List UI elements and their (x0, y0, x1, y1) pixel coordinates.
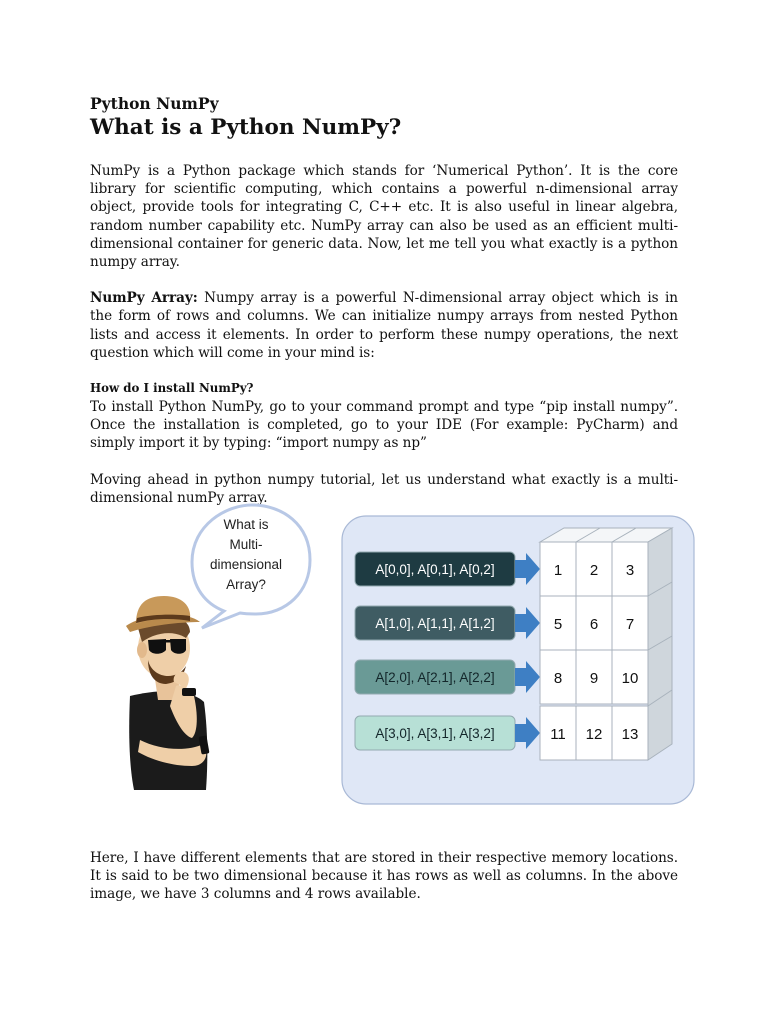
summary-paragraph: Here, I have different elements that are stored in their respective memory locations. It is said to be two dimensional because it has rows as well as columns. In the above image, we have 3 columns and 4 rows available. (90, 850, 678, 903)
moving-ahead-paragraph: Moving ahead in python numpy tutorial, let us understand what exactly is a multi-dimensional numPy array. (90, 471, 678, 506)
cell-value-2-0: 8 (553, 670, 563, 687)
install-subheading: How do I install NumPy? (90, 381, 254, 396)
intro-paragraph: NumPy is a Python package which stands for ‘Numerical Python’. It is the core library for scientific computing, which contains a powerful n-dimensional array object, provide tools for integrating C, C++ etc. It is also useful in linear algebra, random number capability etc. NumPy array can also be used as an efficient multi-dimensional container for generic data. Now, let me tell you what exactly is a python numpy array. (90, 163, 678, 271)
speech-bubble (192, 505, 310, 628)
cell-value-0-2: 3 (625, 562, 635, 579)
thinking-man-illustration (126, 596, 210, 790)
numpy-array-label: NumPy Array: (90, 290, 198, 307)
cell-value-1-0: 5 (553, 616, 563, 633)
numpy-array-paragraph (90, 289, 678, 362)
bubble-line-4: Array? (226, 577, 266, 592)
install-paragraph: To install Python NumPy, go to your command prompt and type “pip install numpy”. Once the installation is completed, go to your IDE (For example: PyCharm) and simply import it by typing: “import numpy as np” (90, 399, 678, 452)
row-label-1: A[1,0], A[1,1], A[1,2] (375, 616, 495, 631)
cell-value-0-0: 1 (553, 562, 563, 579)
cell-value-0-1: 2 (589, 562, 599, 579)
doc-kicker: Python NumPy (90, 94, 219, 113)
document-body (90, 94, 678, 507)
cell-value-3-1: 12 (585, 726, 603, 743)
multidimensional-array-figure (100, 500, 698, 806)
row-label-2: A[2,0], A[2,1], A[2,2] (375, 670, 495, 685)
cell-value-3-0: 11 (550, 726, 566, 743)
cell-value-2-1: 9 (589, 670, 599, 687)
bubble-line-3: dimensional (209, 557, 283, 572)
figure-svg (100, 500, 698, 806)
row-label-0: A[0,0], A[0,1], A[0,2] (375, 562, 495, 577)
row-label-3: A[3,0], A[3,1], A[3,2] (375, 726, 495, 741)
cell-value-1-2: 7 (625, 616, 635, 633)
cell-value-3-2: 13 (621, 726, 639, 743)
cell-value-1-1: 6 (589, 616, 599, 633)
cell-value-2-2: 10 (621, 670, 639, 687)
bubble-line-2: Multi- (229, 537, 263, 552)
bubble-line-1: What is (223, 517, 269, 532)
page-title: What is a Python NumPy? (90, 115, 402, 140)
numpy-array-text: Numpy array is a powerful N-dimensional array object which is in the form of rows and columns. We can initialize numpy arrays from nested Python lists and access it elements. In order to perform these numpy operations, the next question which will come in your mind is: (90, 290, 679, 361)
